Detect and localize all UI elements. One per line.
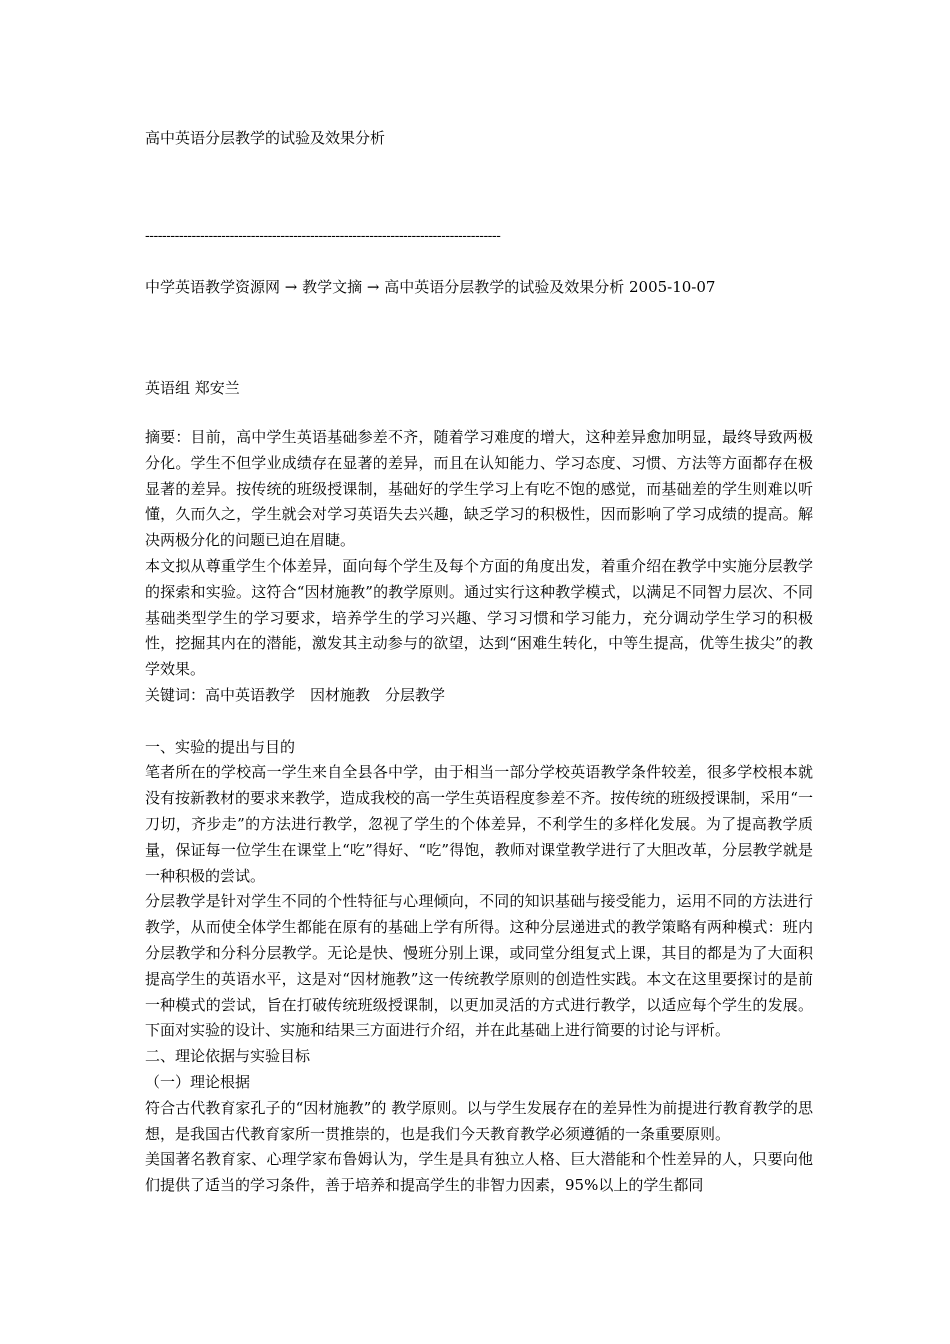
section-2-paragraph-1: 符合古代教育家孔子的“因材施教”的 教学原则。以与学生发展存在的差异性为前提进行教育教学的思想，是我国古代教育家所一贯推崇的，也是我们今天教育教学必须遵循的一条重要原则。 <box>145 1098 813 1143</box>
section-1-paragraph-1: 笔者所在的学校高一学生来自全县各中学，由于相当一部分学校英语教学条件较差，很多学校根本就没有按新教材的要求来教学，造成我校的高一学生英语程度参差不齐。按传统的班级授课制，采用“一刀切，齐步走”的方法进行教学，忽视了学生的个体差异，不利学生的多样化发展。为了提高教学质量，保证每一位学生在课堂上“吃”得好、“吃”得饱，教师对课堂教学进行了大胆改革，分层教学就是一种积极的尝试。 <box>145 763 813 885</box>
section-heading-1: 一、实验的提出与目的 <box>145 737 296 756</box>
author-line: 英语组 郑安兰 <box>145 379 240 397</box>
section-1-paragraph-2: 分层教学是针对学生不同的个性特征与心理倾向，不同的知识基础与接受能力，运用不同的方法进行教学，从而使全体学生都能在原有的基础上学有所得。这种分层递进式的教学策略有两种模式：班内分层教学和分科分层教学。无论是快、慢班分别上课，或同堂分组复式上课，其目的都是为了大面积提高学生的英语水平，这是对“因材施教”这一传统教学原则的创造性实践。本文在这里要探讨的是前一种模式的尝试，旨在打破传统班级授课制，以更加灵活的方式进行教学，以适应每个学生的发展。下面对实验的设计、实施和结果三方面进行介绍，并在此基础上进行简要的讨论与评析。 <box>145 892 813 1040</box>
subsection-heading-1: （一）理论根据 <box>145 1072 251 1091</box>
breadcrumb: 中学英语教学资源网 → 教学文摘 → 高中英语分层教学的试验及效果分析 2005-10-07 <box>145 278 716 296</box>
keywords-line: 关键词：高中英语教学 因材施教 分层教学 <box>145 685 446 704</box>
abstract-paragraph: 摘要：目前，高中学生英语基础参差不齐，随着学习难度的增大，这种差异愈加明显，最终导致两极分化。学生不但学业成绩存在显著的差异，而且在认知能力、学习态度、习惯、方法等方面都存在极显著的差异。按传统的班级授课制，基础好的学生学习上有吃不饱的感觉，而基础差的学生则难以听懂，久而久之，学生就会对学习英语失去兴趣，缺乏学习的积极性，因而影响了学习成绩的提高。解决两极分化的问题已迫在眉睫。 <box>145 428 813 550</box>
document-title: 高中英语分层教学的试验及效果分析 <box>145 129 386 147</box>
section-heading-2: 二、理论依据与实验目标 <box>145 1047 311 1066</box>
divider-line: ------------------------------------------------------------------------------------ <box>145 228 501 244</box>
blank-line <box>145 709 813 735</box>
article-body <box>145 425 813 1199</box>
intro-paragraph: 本文拟从尊重学生个体差异，面向每个学生及每个方面的角度出发，着重介绍在教学中实施分层教学的探索和实验。这符合“因材施教”的教学原则。通过实行这种教学模式，以满足不同智力层次、不同基础类型学生的学习要求，培养学生的学习兴趣、学习习惯和学习能力，充分调动学生学习的积极性，挖掘其内在的潜能，激发其主动参与的欲望，达到“困难生转化，中等生提高，优等生拔尖”的教学效果。 <box>145 556 813 679</box>
section-2-paragraph-2: 美国著名教育家、心理学家布鲁姆认为，学生是具有独立人格、巨大潜能和个性差异的人，只要向他们提供了适当的学习条件，善于培养和提高学生的非智力因素，95%以上的学生都同 <box>145 1150 813 1195</box>
